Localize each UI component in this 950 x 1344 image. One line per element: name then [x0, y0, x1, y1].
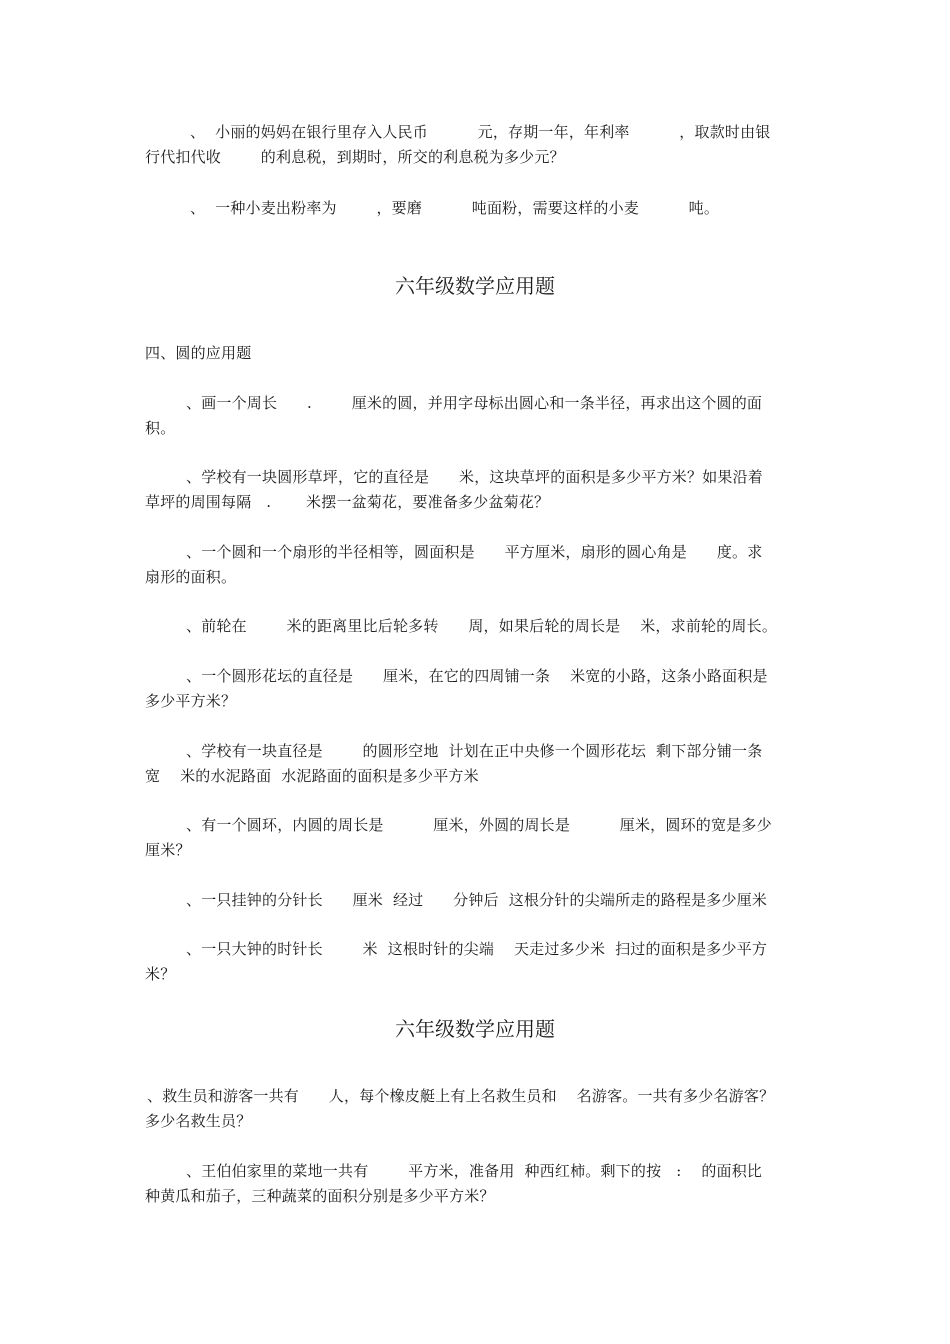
problem-line: 、救生员和游客一共有 人，每个橡皮艇上有上名救生员和 名游客。一共有多少名游客？: [147, 1087, 775, 1105]
problem-line: 、学校有一块直径是 的圆形空地 计划在正中央修一个圆形花坛 剩下部分铺一条: [186, 742, 763, 760]
problem-line: 米？: [145, 965, 176, 983]
problem-line: 、一个圆形花坛的直径是 厘米，在它的四周铺一条 米宽的小路，这条小路面积是: [186, 667, 768, 685]
problem-line: 、 一种小麦出粉率为 ，要磨 吨面粉，需要这样的小麦 吨。: [190, 199, 720, 217]
problem-line: 、学校有一块圆形草坪，它的直径是 米，这块草坪的面积是多少平方米？如果沿着: [186, 468, 764, 486]
section-heading: 四、圆的应用题: [145, 344, 252, 362]
problem-line: 多少名救生员？: [145, 1112, 252, 1130]
problem-line: 积。: [145, 419, 176, 437]
problem-line: 、画一个周长 . 厘米的圆，并用字母标出圆心和一条半径，再求出这个圆的面: [186, 394, 763, 412]
problem-line: 、一只大钟的时针长 米 这根时针的尖端 天走过多少米 扫过的面积是多少平方: [186, 940, 768, 958]
problem-line: 、有一个圆环，内圆的周长是 厘米，外圆的周长是 厘米，圆环的宽是多少: [186, 816, 772, 834]
problem-line: 、一只挂钟的分针长 厘米 经过 分钟后 这根分针的尖端所走的路程是多少厘米: [186, 891, 768, 909]
problem-line: 扇形的面积。: [145, 568, 237, 586]
section-title: 六年级数学应用题: [395, 274, 555, 298]
problem-line: 、王伯伯家里的菜地一共有 平方米，准备用 种西红柿。剩下的按 : 的面积比: [186, 1162, 763, 1180]
problem-line: 厘米？: [145, 841, 191, 859]
problem-line: 、前轮在 米的距离里比后轮多转 周，如果后轮的周长是 米，求前轮的周长。: [186, 617, 778, 635]
section-title: 六年级数学应用题: [395, 1017, 555, 1041]
problem-line: 种黄瓜和茄子，三种蔬菜的面积分别是多少平方米？: [145, 1187, 495, 1205]
problem-line: 、 小丽的妈妈在银行里存入人民币 元，存期一年，年利率 ，取款时由银: [190, 123, 771, 141]
problem-line: 多少平方米？: [145, 692, 237, 710]
problem-line: 行代扣代收 的利息税，到期时，所交的利息税为多少元？: [145, 148, 565, 166]
problem-line: 草坪的周围每隔 . 米摆一盆菊花，要准备多少盆菊花？: [145, 493, 550, 511]
problem-line: 宽 米的水泥路面 水泥路面的面积是多少平方米: [145, 767, 479, 785]
problem-line: 、一个圆和一个扇形的半径相等，圆面积是 平方厘米，扇形的圆心角是 度。求: [186, 543, 763, 561]
